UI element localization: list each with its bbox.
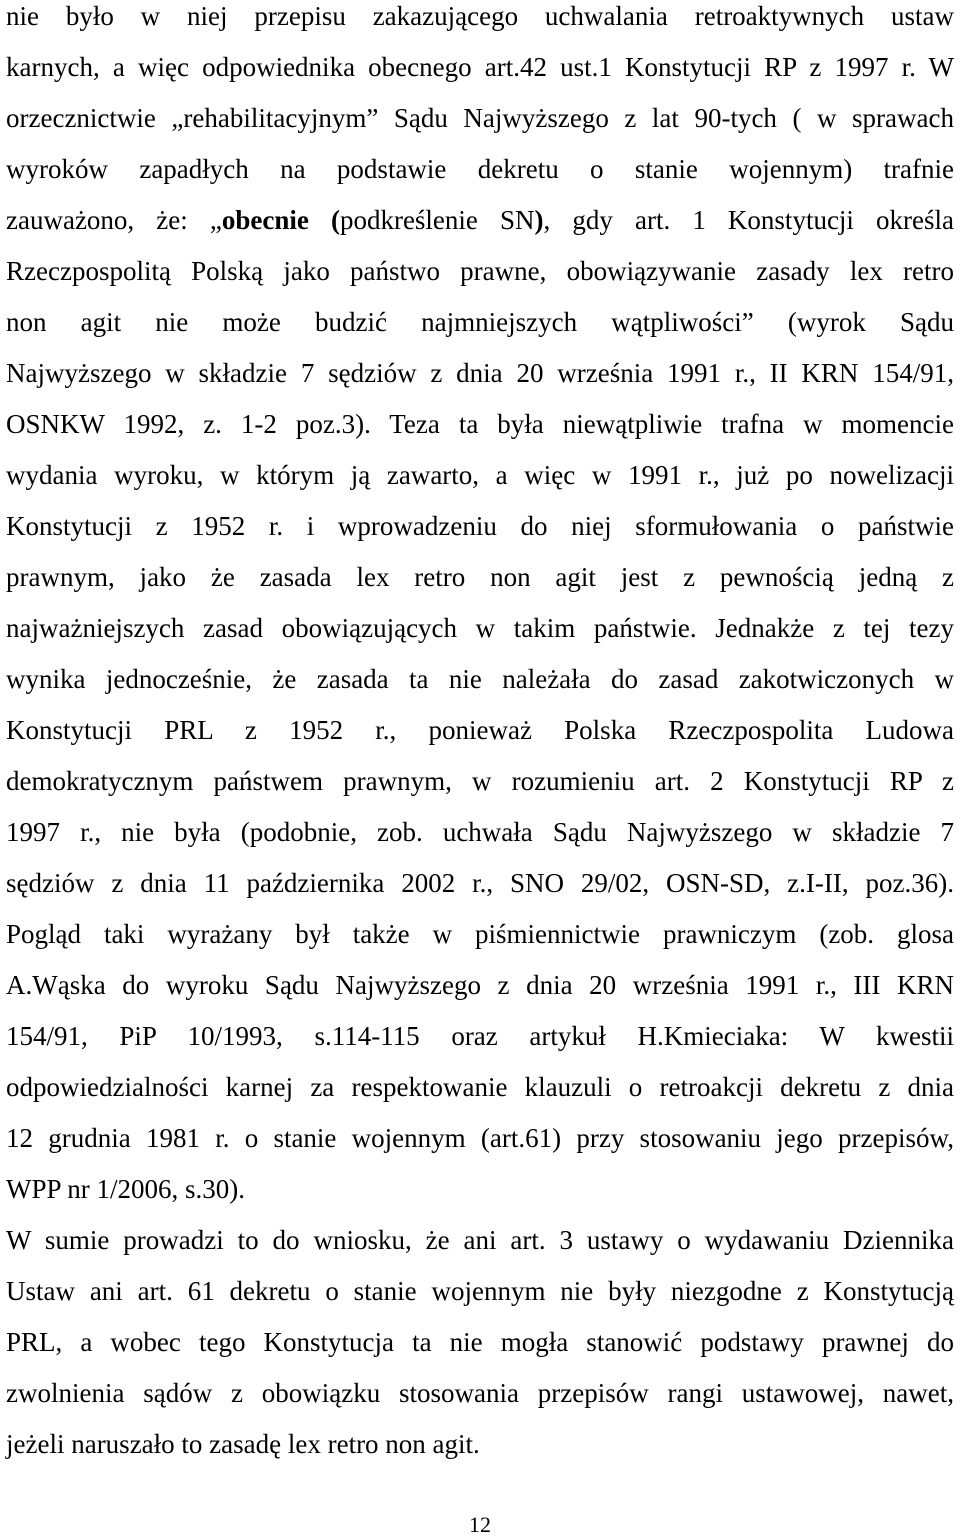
text-line: OSNKW 1992, z. 1-2 poz.3). Teza ta była niewątpliwie trafna w momencie (6, 409, 954, 439)
text-line: Pogląd taki wyrażany był także w piśmiennictwie prawniczym (zob. glosa (6, 919, 954, 949)
text-line: nie było w niej przepisu zakazującego uchwalania retroaktywnych ustaw (6, 1, 954, 31)
text-line: 154/91, PiP 10/1993, s.114-115 oraz artykuł H.Kmieciaka: W kwestii (6, 1021, 954, 1051)
text-line: PRL, a wobec tego Konstytucja ta nie mogła stanowić podstawy prawnej do (6, 1327, 954, 1357)
text-line: Ustaw ani art. 61 dekretu o stanie wojennym nie były niezgodne z Konstytucją (6, 1276, 954, 1306)
text-line: odpowiedzialności karnej za respektowanie klauzuli o retroakcji dekretu z dnia (6, 1072, 954, 1102)
bold-text-run: ) (534, 205, 544, 235)
text-line: orzecznictwie „rehabilitacyjnym” Sądu Najwyższego z lat 90-tych ( w sprawach (6, 103, 954, 133)
page-number: 12 (469, 1512, 491, 1537)
text-line: WPP nr 1/2006, s.30). (6, 1174, 246, 1204)
text-line: jeżeli naruszało to zasadę lex retro non agit. (6, 1429, 480, 1459)
text-run: , gdy art. 1 Konstytucji określa (543, 205, 955, 235)
text-line: wynika jednocześnie, że zasada ta nie należała do zasad zakotwiczonych w (6, 664, 954, 694)
text-line: prawnym, jako że zasada lex retro non agit jest z pewnością jedną z (6, 562, 954, 592)
text-line: demokratycznym państwem prawnym, w rozumieniu art. 2 Konstytucji RP z (6, 766, 954, 796)
text-line: zwolnienia sądów z obowiązku stosowania przepisów rangi ustawowej, nawet, (6, 1378, 954, 1408)
text-line: non agit nie może budzić najmniejszych wątpliwości” (wyrok Sądu (6, 307, 954, 337)
text-line: 12 grudnia 1981 r. o stanie wojennym (art.61) przy stosowaniu jego przepisów, (6, 1123, 954, 1153)
text-run: podkreślenie SN (339, 205, 535, 235)
text-line: sędziów z dnia 11 października 2002 r., SNO 29/02, OSN-SD, z.I-II, poz.36). (6, 868, 954, 898)
text-line: wyroków zapadłych na podstawie dekretu o stanie wojennym) trafnie (6, 154, 954, 184)
body-text (6, 0, 954, 1479)
text-line: W sumie prowadzi to do wniosku, że ani art. 3 ustawy o wydawaniu Dziennika (6, 1225, 954, 1255)
text-line: Rzeczpospolitą Polską jako państwo prawne, obowiązywanie zasady lex retro (6, 256, 954, 286)
text-line: Najwyższego w składzie 7 sędziów z dnia 20 września 1991 r., II KRN 154/91, (6, 358, 954, 388)
text-line: 1997 r., nie była (podobnie, zob. uchwała Sądu Najwyższego w składzie 7 (6, 817, 954, 847)
bold-text-run: obecnie ( (221, 205, 340, 235)
text-run: zauważono, że: „ (6, 205, 222, 235)
text-line: A.Wąska do wyroku Sądu Najwyższego z dnia 20 września 1991 r., III KRN (6, 970, 954, 1000)
text-line (6, 204, 954, 255)
text-line: wydania wyroku, w którym ją zawarto, a więc w 1991 r., już po nowelizacji (6, 460, 954, 490)
text-line: Konstytucji z 1952 r. i wprowadzeniu do niej sformułowania o państwie (6, 511, 954, 541)
text-line: karnych, a więc odpowiednika obecnego art.42 ust.1 Konstytucji RP z 1997 r. W (6, 52, 954, 82)
text-line: najważniejszych zasad obowiązujących w takim państwie. Jednakże z tej tezy (6, 613, 954, 643)
text-line: Konstytucji PRL z 1952 r., ponieważ Polska Rzeczpospolita Ludowa (6, 715, 954, 745)
